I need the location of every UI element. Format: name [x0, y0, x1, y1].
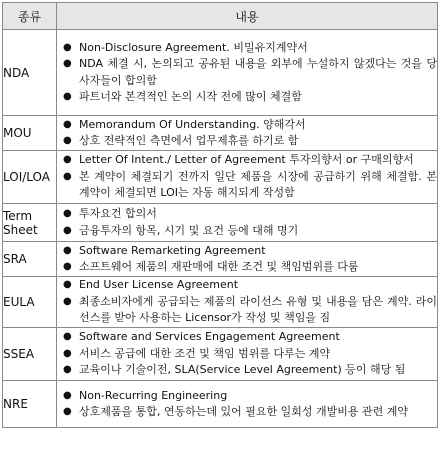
agreement-type-cell: LOI/LOA [3, 151, 57, 204]
table-row [3, 328, 438, 381]
agreement-content-cell [57, 328, 438, 381]
agreement-type-cell: NDA [3, 30, 57, 116]
list-item [57, 169, 437, 202]
bullet-icon: ● [63, 154, 72, 166]
list-item-text: 소프트웨어 제품의 재판매에 대한 조건 및 책임범위를 다룸 [79, 260, 359, 273]
list-item [57, 56, 437, 89]
list-item-text: 금융투자의 항목, 시기 및 요건 등에 대해 명기 [79, 223, 299, 237]
agreement-content-cell [57, 381, 438, 428]
list-item [57, 404, 437, 421]
table-row [3, 30, 438, 116]
content-list [57, 388, 437, 421]
list-item [57, 362, 437, 379]
agreement-content-cell [57, 204, 438, 242]
agreement-content-cell [57, 242, 438, 277]
list-item-text: 서비스 공급에 대한 조건 및 책임 범위를 다루는 계약 [79, 346, 331, 360]
list-item-text: End User License Agreement [79, 278, 239, 292]
list-item [57, 117, 437, 134]
agreement-content-cell [57, 30, 438, 116]
list-item-text: Non-Disclosure Agreement. 비밀유지계약서 [79, 40, 308, 54]
content-list [57, 206, 437, 239]
bullet-icon: ● [63, 244, 72, 256]
bullet-icon: ● [63, 364, 72, 376]
list-item [57, 259, 437, 276]
table-row [3, 381, 438, 428]
table-body [3, 30, 438, 428]
agreement-content-cell [57, 277, 438, 328]
table-row [3, 277, 438, 328]
list-item-text: 본 계약이 체결되기 전까지 일단 제품을 시장에 공급하기 위해 체결함. 본 계약이 체결되면 LOI는 자동 해지되게 작성함 [79, 169, 437, 200]
list-item [57, 388, 437, 405]
list-item-text: NDA 체결 시, 논의되고 공유된 내용을 외부에 누설하지 않겠다는 것을 당사자들이 합의함 [79, 57, 437, 87]
list-item [57, 133, 437, 150]
bullet-icon: ● [63, 135, 72, 146]
table-header-row [3, 3, 438, 30]
content-list [57, 152, 437, 202]
type-column-header: 종류 [3, 3, 57, 30]
list-item [57, 346, 437, 363]
list-item-text: Non-Recurring Engineering [79, 388, 228, 402]
list-item-text: Memorandum Of Understanding. 양해각서 [79, 117, 306, 131]
content-list [57, 117, 437, 150]
bullet-icon: ● [63, 389, 72, 401]
list-item [57, 152, 437, 169]
list-item-text: Software Remarketing Agreement [79, 243, 266, 257]
bullet-icon: ● [63, 58, 72, 69]
agreement-type-cell: SRA [3, 242, 57, 277]
agreement-type-cell: MOU [3, 116, 57, 151]
list-item-text: Letter Of Intent./ Letter of Agreement 투자의향서 or 구매의향서 [79, 153, 414, 167]
table-row [3, 151, 438, 204]
bullet-icon: ● [63, 261, 72, 272]
table-row [3, 204, 438, 242]
bullet-icon: ● [63, 347, 72, 359]
list-item [57, 277, 437, 294]
agreement-type-cell: Term Sheet [3, 204, 57, 242]
content-list [57, 243, 437, 276]
agreement-type-cell: NRE [3, 381, 57, 428]
bullet-icon: ● [63, 208, 72, 219]
content-list [57, 277, 437, 327]
bullet-icon: ● [63, 91, 72, 102]
bullet-icon: ● [63, 118, 72, 130]
bullet-icon: ● [63, 224, 72, 236]
list-item-text: 파트너와 본격적인 논의 시작 전에 많이 체결함 [79, 90, 302, 103]
table-row [3, 116, 438, 151]
content-list [57, 40, 437, 106]
list-item-text: 교육이나 기술이전, SLA(Service Level Agreement) 등이 해당 됨 [79, 363, 406, 377]
bullet-icon: ● [63, 406, 72, 417]
agreement-type-cell: SSEA [3, 328, 57, 381]
list-item-text: Software and Services Engagement Agreement [79, 330, 340, 344]
list-item [57, 294, 437, 327]
list-item [57, 223, 437, 240]
bullet-icon: ● [63, 279, 72, 291]
list-item [57, 243, 437, 260]
content-list [57, 329, 437, 379]
agreement-types-table [2, 2, 438, 428]
list-item [57, 206, 437, 223]
bullet-icon: ● [63, 170, 72, 182]
list-item [57, 89, 437, 106]
bullet-icon: ● [63, 331, 72, 343]
bullet-icon: ● [63, 295, 72, 307]
list-item-text: 상호제품을 통합, 연동하는데 있어 필요한 일회성 개발비용 관련 계약 [79, 405, 408, 418]
bullet-icon: ● [63, 41, 72, 53]
list-item-text: 최종소비자에게 공급되는 제품의 라이선스 유형 및 내용을 담은 계약. 라이선스를 받아 사용하는 Licensor가 작성 및 책임을 짐 [79, 294, 437, 325]
agreement-content-cell [57, 116, 438, 151]
agreement-type-cell: EULA [3, 277, 57, 328]
list-item-text: 투자요건 합의서 [79, 207, 157, 220]
agreement-content-cell [57, 151, 438, 204]
content-column-header: 내용 [57, 3, 438, 30]
list-item [57, 40, 437, 57]
table-row [3, 242, 438, 277]
list-item [57, 329, 437, 346]
list-item-text: 상호 전략적인 측면에서 업무제휴를 하기로 함 [79, 134, 299, 147]
